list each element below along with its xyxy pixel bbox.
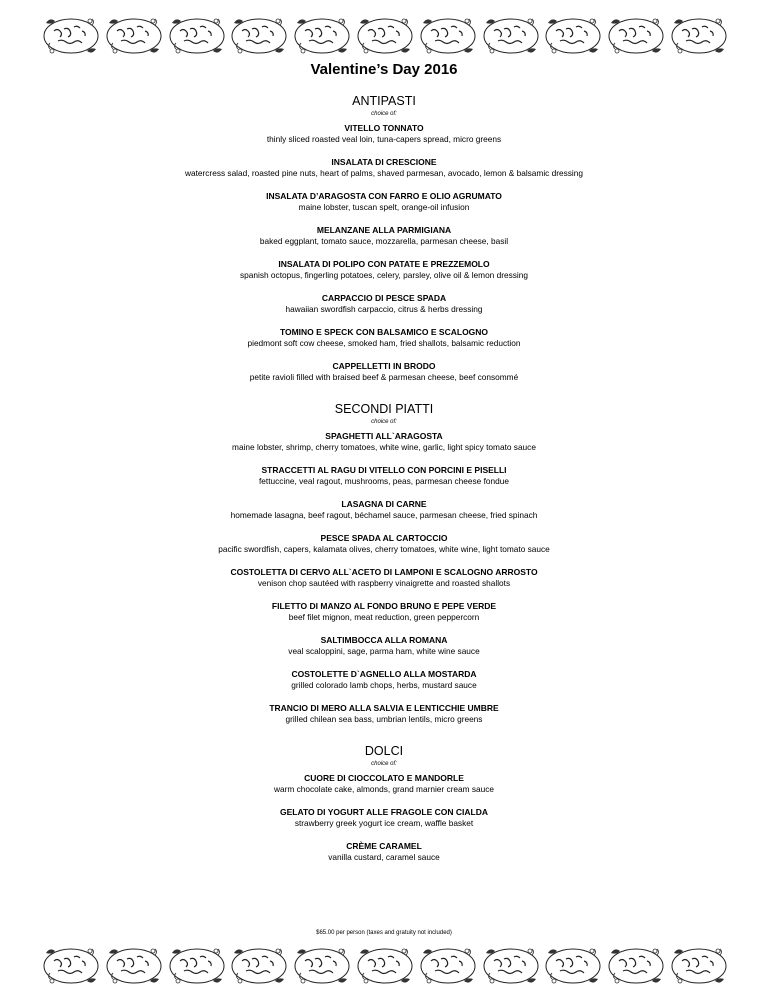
dish-name: PESCE SPADA AL CARTOCCIO bbox=[320, 533, 448, 543]
happy-valentines-day-badge-icon bbox=[166, 13, 228, 59]
menu-item bbox=[0, 773, 768, 795]
happy-valentines-day-badge-icon bbox=[542, 13, 604, 59]
price-note: $65.00 per person (taxes and gratuity not included) bbox=[316, 930, 452, 936]
section-title: ANTIPASTI bbox=[352, 94, 416, 108]
happy-valentines-day-badge-icon bbox=[40, 943, 102, 989]
menu-item bbox=[0, 635, 768, 657]
menu-item bbox=[0, 567, 768, 589]
happy-valentines-day-badge-icon bbox=[291, 13, 353, 59]
happy-valentines-day-badge-icon bbox=[228, 13, 290, 59]
dish-description: strawberry greek yogurt ice cream, waffle basket bbox=[294, 818, 474, 828]
dish-description: beef filet mignon, meat reduction, green peppercorn bbox=[288, 612, 480, 622]
happy-valentines-day-badge-icon bbox=[228, 943, 290, 989]
dish-name: INSALATA D’ARAGOSTA CON FARRO E OLIO AGRUMATO bbox=[266, 191, 502, 201]
dish-name: CUORE DI CIOCCOLATO E MANDORLE bbox=[304, 773, 464, 783]
top-decorative-border bbox=[40, 10, 730, 62]
dish-name: SPAGHETTI ALL`ARAGOSTA bbox=[325, 431, 443, 441]
happy-valentines-day-badge-icon bbox=[103, 943, 165, 989]
happy-valentines-day-badge-icon bbox=[291, 943, 353, 989]
dish-description: pacific swordfish, capers, kalamata olives, cherry tomatoes, white wine, light tomato sauce bbox=[218, 544, 550, 554]
dish-description: homemade lasagna, beef ragout, béchamel sauce, parmesan cheese, fried spinach bbox=[230, 510, 538, 520]
dish-name: TRANCIO DI MERO ALLA SALVIA E LENTICCHIE UMBRE bbox=[269, 703, 499, 713]
dish-name: COSTOLETTA DI CERVO ALL`ACETO DI LAMPONI E SCALOGNO ARROSTO bbox=[230, 567, 538, 577]
menu-section bbox=[0, 402, 768, 725]
dish-description: maine lobster, shrimp, cherry tomatoes, white wine, garlic, light spicy tomato sauce bbox=[232, 442, 536, 452]
menu-item bbox=[0, 533, 768, 555]
menu-item bbox=[0, 327, 768, 349]
menu-item bbox=[0, 123, 768, 145]
menu-item bbox=[0, 293, 768, 315]
menu-item bbox=[0, 703, 768, 725]
happy-valentines-day-badge-icon bbox=[417, 943, 479, 989]
menu-item bbox=[0, 225, 768, 247]
page-title: Valentine’s Day 2016 bbox=[310, 61, 458, 78]
section-subtitle: choice of: bbox=[371, 761, 397, 767]
dish-description: warm chocolate cake, almonds, grand marnier cream sauce bbox=[274, 784, 494, 794]
dish-description: petite ravioli filled with braised beef & parmesan cheese, beef consommé bbox=[249, 372, 519, 382]
happy-valentines-day-badge-icon bbox=[103, 13, 165, 59]
happy-valentines-day-badge-icon bbox=[354, 13, 416, 59]
menu-item bbox=[0, 499, 768, 521]
section-title: DOLCI bbox=[364, 744, 404, 758]
dish-name: TOMINO E SPECK CON BALSAMICO E SCALOGNO bbox=[279, 327, 489, 337]
menu-item bbox=[0, 157, 768, 179]
menu-sections bbox=[0, 94, 768, 863]
dish-description: fettuccine, veal ragout, mushrooms, peas, parmesan cheese fondue bbox=[259, 476, 509, 486]
dish-description: spanish octopus, fingerling potatoes, celery, parsley, olive oil & lemon dressing bbox=[240, 270, 528, 280]
dish-name: FILETTO DI MANZO AL FONDO BRUNO E PEPE VERDE bbox=[271, 601, 497, 611]
menu-section bbox=[0, 744, 768, 863]
dish-description: thinly sliced roasted veal loin, tuna-capers spread, micro greens bbox=[266, 134, 502, 144]
dish-description: hawaiian swordfish carpaccio, citrus & herbs dressing bbox=[285, 304, 483, 314]
happy-valentines-day-badge-icon bbox=[40, 13, 102, 59]
menu-item bbox=[0, 669, 768, 691]
section-title: SECONDI PIATTI bbox=[334, 402, 434, 416]
dish-description: watercress salad, roasted pine nuts, heart of palms, shaved parmesan, avocado, lemon & balsamic dressing bbox=[185, 168, 583, 178]
menu-item bbox=[0, 841, 768, 863]
dish-description: veal scaloppini, sage, parma ham, white wine sauce bbox=[288, 646, 480, 656]
dish-name: INSALATA DI POLIPO CON PATATE E PREZZEMOLO bbox=[278, 259, 490, 269]
dish-name: COSTOLETTE D`AGNELLO ALLA MOSTARDA bbox=[291, 669, 477, 679]
dish-name: STRACCETTI AL RAGU DI VITELLO CON PORCINI E PISELLI bbox=[261, 465, 507, 475]
happy-valentines-day-badge-icon bbox=[166, 943, 228, 989]
dish-name: SALTIMBOCCA ALLA ROMANA bbox=[320, 635, 448, 645]
menu-item bbox=[0, 191, 768, 213]
dish-description: vanilla custard, caramel sauce bbox=[328, 852, 440, 862]
menu-item bbox=[0, 807, 768, 829]
dish-description: grilled chilean sea bass, umbrian lentils, micro greens bbox=[285, 714, 483, 724]
dish-name: LASAGNA DI CARNE bbox=[341, 499, 427, 509]
happy-valentines-day-badge-icon bbox=[417, 13, 479, 59]
dish-description: venison chop sautéed with raspberry vinaigrette and roasted shallots bbox=[257, 578, 511, 588]
menu-item bbox=[0, 259, 768, 281]
menu-item bbox=[0, 601, 768, 623]
menu-section bbox=[0, 94, 768, 383]
happy-valentines-day-badge-icon bbox=[354, 943, 416, 989]
menu-item bbox=[0, 465, 768, 487]
dish-name: MELANZANE ALLA PARMIGIANA bbox=[316, 225, 452, 235]
dish-name: CARPACCIO DI PESCE SPADA bbox=[321, 293, 447, 303]
happy-valentines-day-badge-icon bbox=[542, 943, 604, 989]
menu-item bbox=[0, 431, 768, 453]
dish-description: baked eggplant, tomato sauce, mozzarella, parmesan cheese, basil bbox=[259, 236, 509, 246]
bottom-decorative-border bbox=[40, 940, 730, 992]
dish-description: grilled colorado lamb chops, herbs, mustard sauce bbox=[291, 680, 477, 690]
dish-name: INSALATA DI CRESCIONE bbox=[331, 157, 437, 167]
dish-name: CRÈME CARAMEL bbox=[346, 841, 422, 851]
happy-valentines-day-badge-icon bbox=[668, 13, 730, 59]
dish-name: GELATO DI YOGURT ALLE FRAGOLE CON CIALDA bbox=[280, 807, 488, 817]
dish-name: VITELLO TONNATO bbox=[344, 123, 424, 133]
happy-valentines-day-badge-icon bbox=[605, 13, 667, 59]
dish-name: CAPPELLETTI IN BRODO bbox=[332, 361, 436, 371]
happy-valentines-day-badge-icon bbox=[668, 943, 730, 989]
happy-valentines-day-badge-icon bbox=[480, 13, 542, 59]
happy-valentines-day-badge-icon bbox=[480, 943, 542, 989]
happy-valentines-day-badge-icon bbox=[605, 943, 667, 989]
dish-description: maine lobster, tuscan spelt, orange-oil infusion bbox=[298, 202, 470, 212]
section-subtitle: choice of: bbox=[371, 419, 397, 425]
dish-description: piedmont soft cow cheese, smoked ham, fried shallots, balsamic reduction bbox=[247, 338, 521, 348]
section-subtitle: choice of: bbox=[371, 111, 397, 117]
menu-content bbox=[0, 60, 768, 863]
menu-item bbox=[0, 361, 768, 383]
